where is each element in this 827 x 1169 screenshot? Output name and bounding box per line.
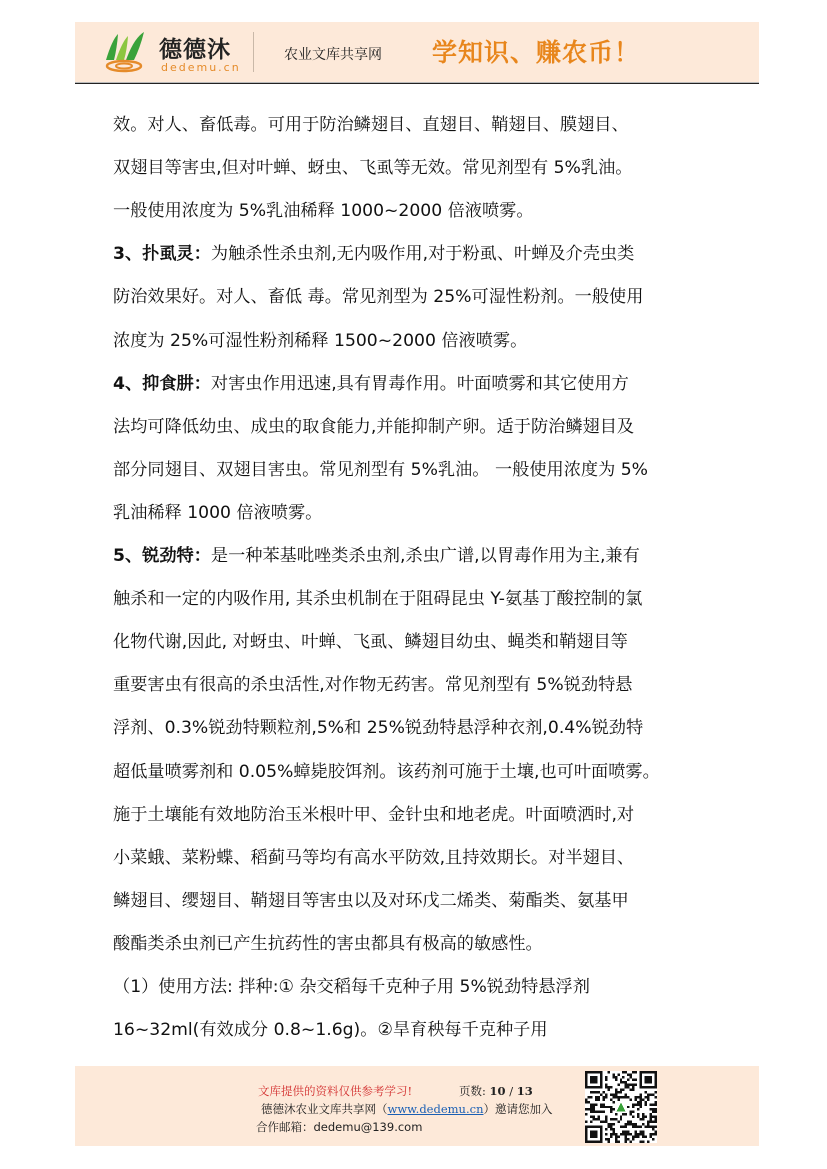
body-text: 浓度为 25%可湿性粉剂稀释 1500~2000 倍液喷雾。 (113, 330, 528, 351)
site-name: 农业文库共享网 (284, 47, 382, 63)
dedemu-logo-icon (102, 30, 150, 74)
body-text: 重要害虫有很高的杀虫活性,对作物无药害。常见剂型有 5%锐劲特悬 (113, 675, 633, 696)
invite-suffix: ）邀请您加入 (483, 1102, 553, 1116)
body-text: 对害虫作用迅速,具有胃毒作用。叶面喷雾和其它使用方 (210, 373, 629, 394)
body-line (113, 328, 527, 354)
header-divider (253, 32, 254, 72)
body-text: 一般使用浓度为 5%乳油稀释 1000~2000 倍液喷雾。 (113, 201, 534, 222)
body-line (113, 155, 632, 181)
body-text: 是一种苯基吡唑类杀虫剂,杀虫广谱,以胃毒作用为主,兼有 (210, 546, 640, 566)
body-line (113, 500, 322, 526)
body-text: 触杀和一定的内吸作用, 其杀虫机制在于阻碍昆虫 Y-氨基丁酸控制的氯 (113, 589, 643, 610)
page-total: 13 (516, 1084, 533, 1098)
qr-code-icon[interactable] (585, 1071, 657, 1143)
body-line (113, 112, 629, 138)
footer-mail: 合作邮箱：dedemu@139.com (256, 1120, 423, 1134)
body-text: 为触杀性杀虫剂,无内吸作用,对于粉虱、叶蝉及介壳虫类 (210, 244, 635, 265)
body-text: 16~32ml(有效成分 0.8~1.6g)。②旱育秧每千克种子用 (113, 1020, 548, 1041)
body-text: 乳油稀释 1000 倍液喷雾。 (113, 502, 323, 523)
body-line (113, 715, 643, 741)
body-line (113, 241, 634, 267)
invite-prefix: 德德沐农业文库共享网（ (261, 1102, 388, 1116)
body-text: 法均可降低幼虫、成虫的取食能力,并能抑制产卵。适于防治鳞翅目及 (113, 416, 635, 437)
body-line (113, 371, 629, 397)
body-line (113, 284, 643, 310)
body-text: 双翅目等害虫,但对叶蝉、蚜虫、飞虱等无效。常见剂型有 5%乳油。 (113, 158, 633, 179)
body-line (113, 586, 643, 612)
section-heading: 5、锐劲特： (113, 546, 211, 566)
body-line (113, 672, 632, 698)
body-text: 化物代谢,因此, 对蚜虫、叶蝉、飞虱、鳞翅目幼虫、蝇类和鞘翅目等 (113, 632, 628, 653)
body-text: 鳞翅目、缨翅目、鞘翅目等害虫以及对环戊二烯类、菊酯类、氨基甲 (113, 890, 629, 911)
body-line (113, 931, 543, 957)
page-current: 10 (489, 1084, 506, 1098)
section-heading: 4、抑食肼： (113, 373, 211, 394)
header-rule (75, 83, 759, 84)
page-header (75, 22, 759, 83)
header-slogan: 学知识、赚农币！ (432, 38, 641, 67)
body-line (113, 759, 660, 785)
body-line (113, 629, 628, 655)
logo-name: 德德沐 (159, 36, 231, 63)
body-line (113, 543, 640, 569)
section-heading: 3、扑虱灵： (113, 244, 211, 265)
footer-invite (261, 1101, 552, 1117)
body-text: 浮剂、0.3%锐劲特颗粒剂,5%和 25%锐劲特悬浮种衣剂,0.4%锐劲特 (113, 718, 644, 739)
logo-url: dedemu.cn (161, 61, 241, 74)
page-label: 页数: (459, 1084, 486, 1098)
body-text: 酸酯类杀虫剂已产生抗药性的害虫都具有极高的敏感性。 (113, 933, 543, 954)
body-text: 施于土壤能有效地防治玉米根叶甲、金针虫和地老虎。叶面喷洒时,对 (113, 804, 635, 825)
page-footer (75, 1066, 759, 1146)
body-line (113, 888, 629, 914)
body-line (113, 802, 634, 828)
body-line (113, 457, 648, 483)
page-separator: / (509, 1084, 514, 1098)
footer-disclaimer: 文库提供的资料仅供参考学习! (258, 1084, 413, 1098)
body-text: 防治效果好。对人、畜低 毒。常见剂型为 25%可湿性粉剂。一般使用 (113, 287, 644, 308)
body-text: 部分同翅目、双翅目害虫。常见剂型有 5%乳油。 一般使用浓度为 5% (113, 459, 648, 480)
body-text: 效。对人、畜低毒。可用于防治鳞翅目、直翅目、鞘翅目、膜翅目、 (113, 115, 629, 135)
body-line (113, 198, 534, 224)
body-text: （1）使用方法: 拌种:① 杂交稻每千克种子用 5%锐劲特悬浮剂 (113, 977, 590, 997)
body-line (113, 1017, 548, 1043)
body-line (113, 845, 634, 871)
page-indicator (459, 1083, 533, 1099)
body-line (113, 414, 634, 440)
body-text: 超低量喷雾剂和 0.05%蟑毙胶饵剂。该药剂可施于土壤,也可叶面喷雾。 (113, 761, 660, 782)
body-line (113, 974, 590, 1000)
body-text: 小菜蛾、菜粉蝶、稻蓟马等均有高水平防效,且持效期长。对半翅目、 (113, 847, 635, 868)
site-link[interactable]: www.dedemu.cn (387, 1102, 484, 1116)
